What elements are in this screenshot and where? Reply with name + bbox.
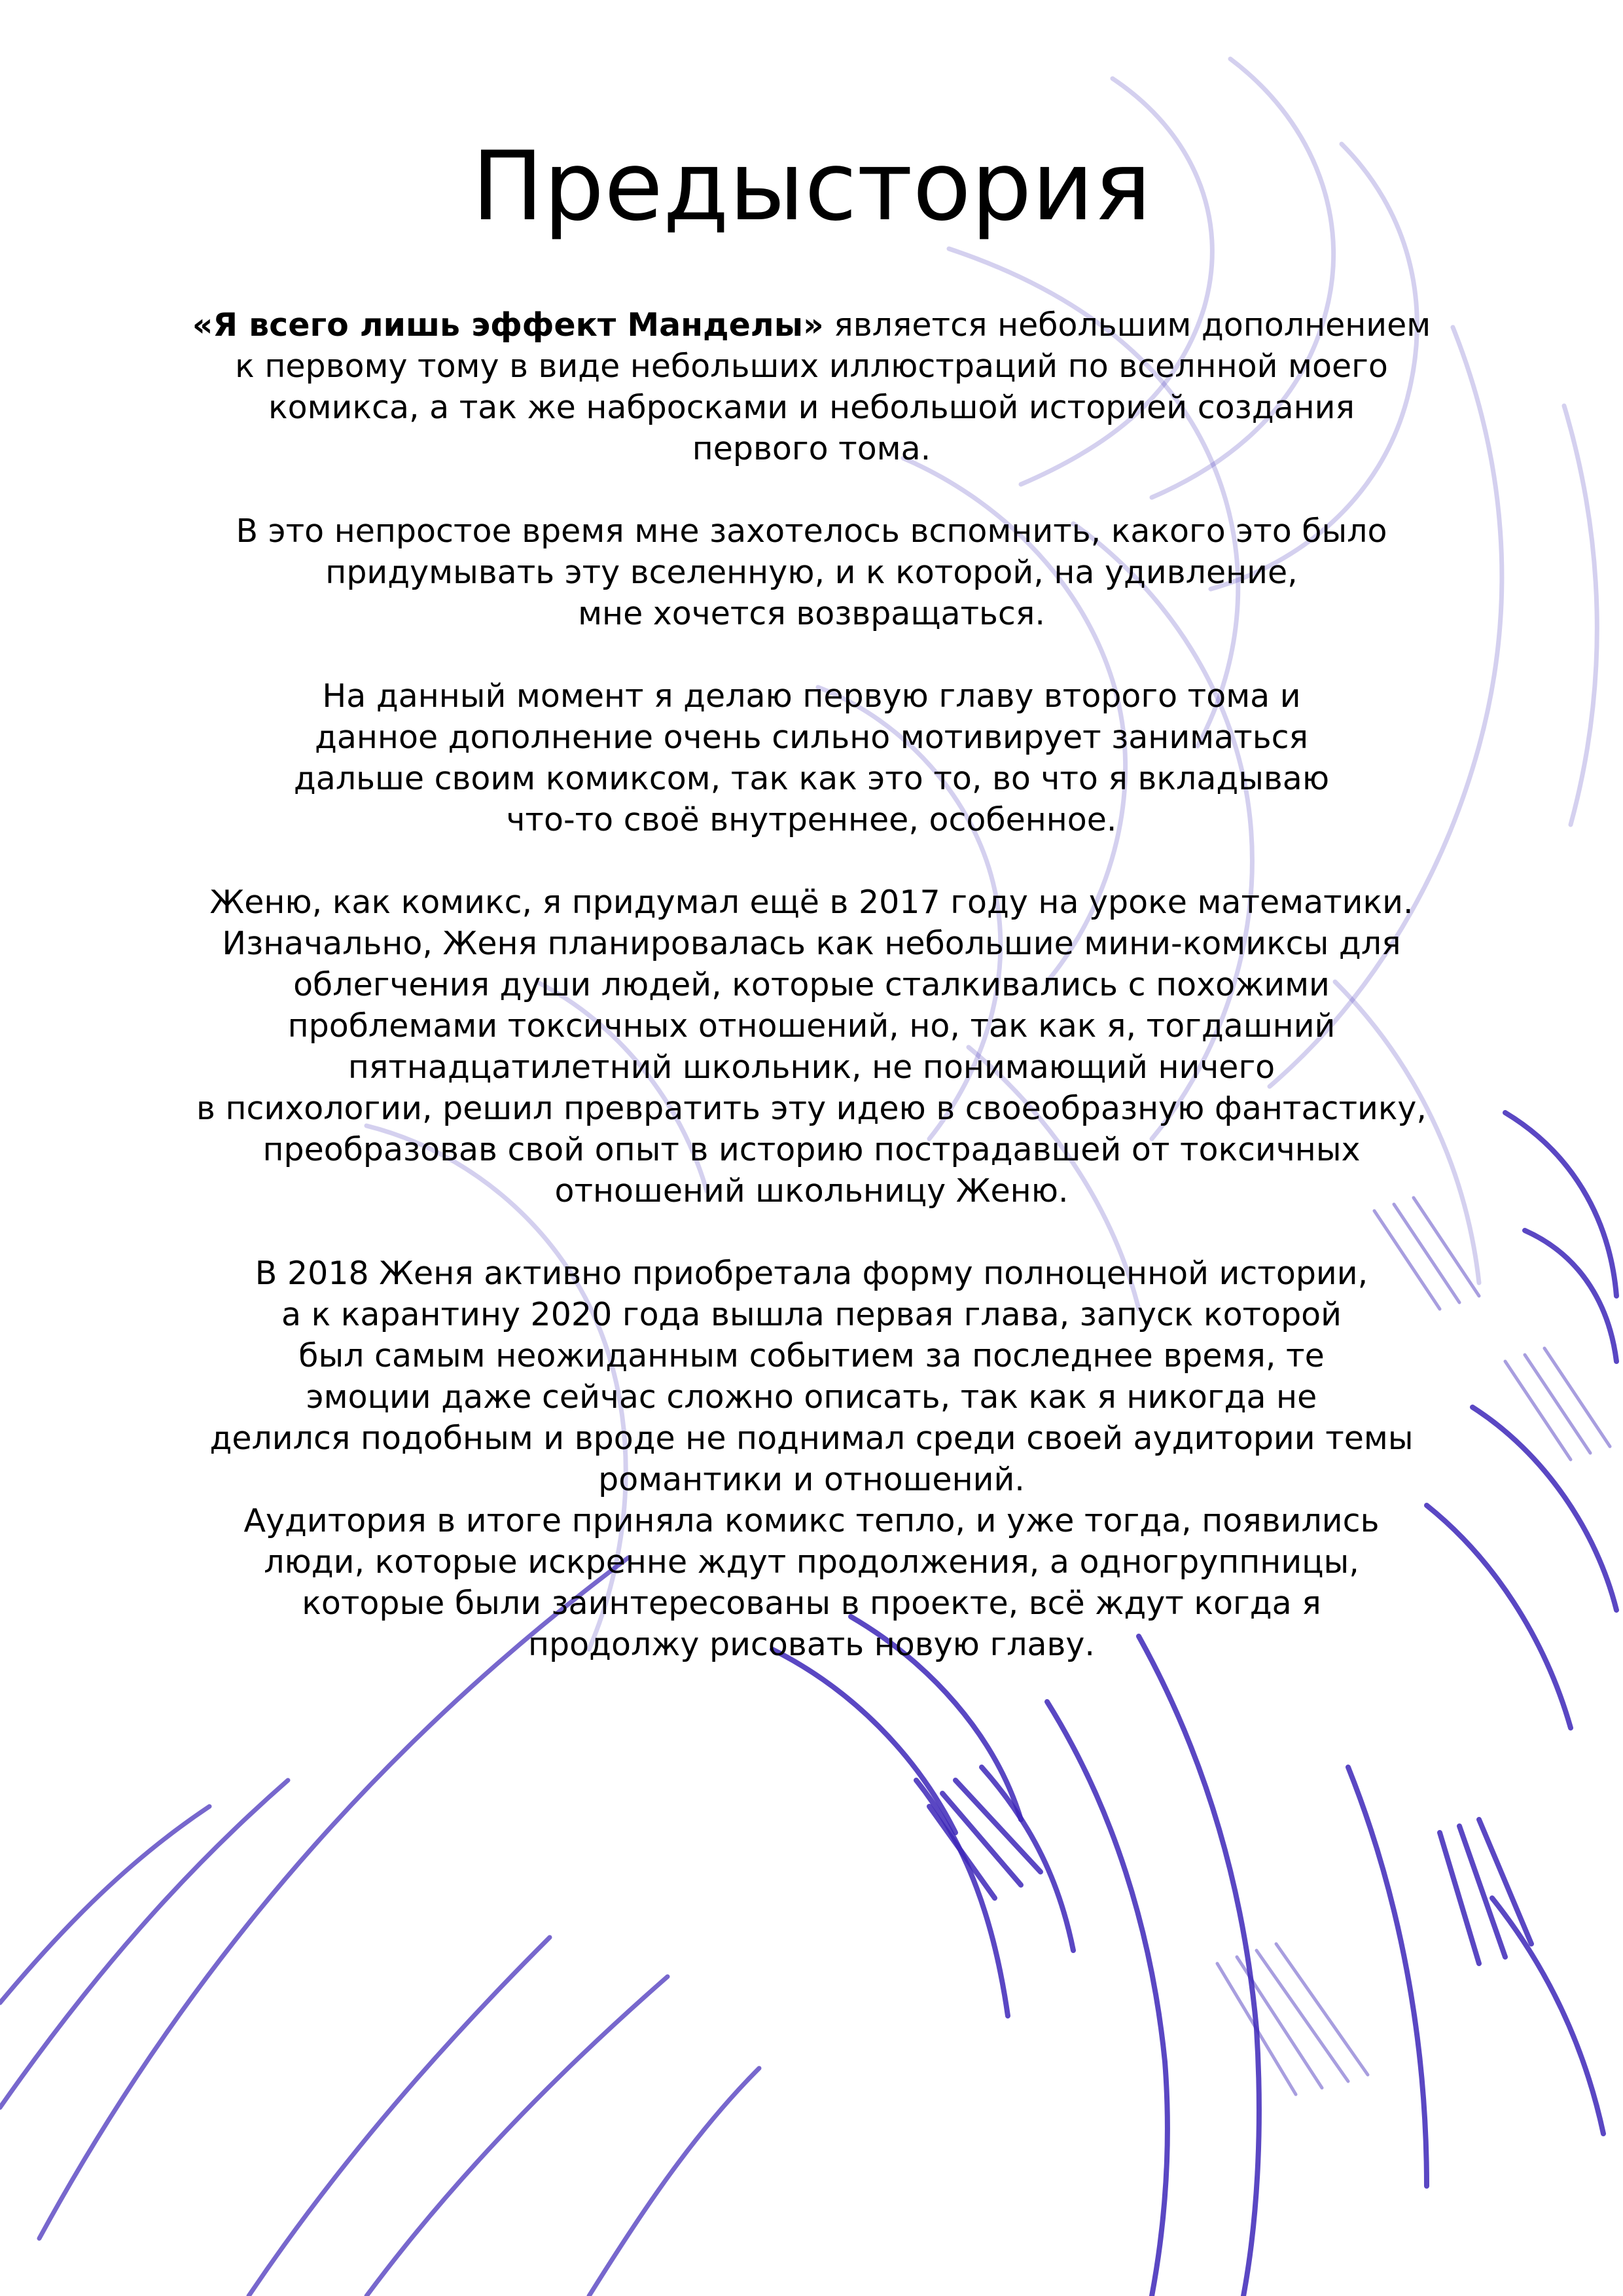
- line-text: В 2018 Женя активно приобретала форму полноценной истории,: [255, 1255, 1368, 1292]
- text-line: [105, 882, 1518, 923]
- line-text: которые были заинтересованы в проекте, всё ждут когда я: [302, 1585, 1321, 1622]
- line-text: отношений школьницу Женю.: [554, 1172, 1069, 1210]
- line-text: данное дополнение очень сильно мотивирует заниматься: [314, 719, 1309, 756]
- text-line: [105, 1253, 1518, 1294]
- text-line: [105, 1624, 1518, 1665]
- text-line: [105, 1376, 1518, 1418]
- text-line: [105, 304, 1518, 346]
- line-text: придумывать эту вселенную, и к которой, на удивление,: [325, 554, 1298, 591]
- text-line: [105, 1047, 1518, 1088]
- body-text: [105, 304, 1518, 1706]
- line-text: продолжу рисовать новую главу.: [527, 1626, 1096, 1663]
- text-line: [105, 758, 1518, 799]
- text-line: [105, 346, 1518, 387]
- text-line: [105, 1294, 1518, 1335]
- text-line: [105, 1418, 1518, 1459]
- line-text: Изначально, Женя планировалась как небольшие мини-комиксы для: [222, 925, 1401, 962]
- line-text: что-то своё внутреннее, особенное.: [506, 801, 1117, 838]
- paragraph: [105, 304, 1518, 469]
- text-line: [105, 1335, 1518, 1376]
- line-text: люди, которые искренне ждут продолжения, а одногруппницы,: [264, 1543, 1359, 1581]
- line-text: а к карантину 2020 года вышла первая глава, запуск которой: [281, 1296, 1342, 1333]
- text-line: [105, 964, 1518, 1005]
- line-text: мне хочется возвращаться.: [578, 595, 1045, 632]
- text-line: [105, 1088, 1518, 1129]
- line-text: делился подобным и вроде не поднимал среди своей аудитории темы: [209, 1420, 1414, 1457]
- line-text: романтики и отношений.: [598, 1461, 1025, 1498]
- line-text: в психологии, решил превратить эту идею в своеобразную фантастику,: [196, 1090, 1427, 1127]
- text-line: [105, 923, 1518, 964]
- text-line: [105, 1583, 1518, 1624]
- line-text: комикса, а так же набросками и небольшой историей создания: [268, 389, 1355, 426]
- text-line: [105, 387, 1518, 428]
- text-line: [105, 1459, 1518, 1500]
- text-line: [105, 1129, 1518, 1170]
- page-title: Предыстория: [471, 131, 1152, 242]
- text-line: [105, 511, 1518, 552]
- line-text: Женю, как комикс, я придумал ещё в 2017 году на уроке математики.: [209, 884, 1414, 921]
- line-text: В это непростое время мне захотелось вспомнить, какого это было: [236, 512, 1387, 550]
- line-text: облегчения души людей, которые сталкивались с похожими: [293, 966, 1330, 1003]
- text-line: [105, 1500, 1518, 1541]
- line-text: является небольшим дополнением: [823, 306, 1431, 344]
- text-line: [105, 1170, 1518, 1211]
- text-line: [105, 552, 1518, 593]
- line-text: первого тома.: [692, 430, 931, 467]
- paragraph: [105, 1253, 1518, 1500]
- paragraph: [105, 511, 1518, 634]
- line-text: преобразовав свой опыт в историю пострадавшей от токсичных: [262, 1131, 1361, 1168]
- line-text: пятнадцатилетний школьник, не понимающий ничего: [348, 1049, 1275, 1086]
- line-text: На данный момент я делаю первую главу второго тома и: [322, 677, 1301, 715]
- book-title-bold: «Я всего лишь эффект Манделы»: [192, 306, 824, 344]
- text-line: [105, 799, 1518, 840]
- line-text: Аудитория в итоге приняла комикс тепло, и уже тогда, появились: [243, 1502, 1380, 1539]
- paragraph: [105, 882, 1518, 1211]
- line-text: к первому тому в виде небольших иллюстраций по вселнной моего: [235, 348, 1388, 385]
- line-text: дальше своим комиксом, так как это то, во что я вкладываю: [293, 760, 1330, 797]
- line-text: был самым неожиданным событием за последнее время, те: [298, 1337, 1325, 1374]
- paragraph: [105, 1500, 1518, 1665]
- text-line: [105, 717, 1518, 758]
- line-text: проблемами токсичных отношений, но, так как я, тогдашний: [287, 1007, 1336, 1045]
- text-line: [105, 1005, 1518, 1047]
- text-line: [105, 675, 1518, 717]
- line-text: эмоции даже сейчас сложно описать, так как я никогда не: [306, 1378, 1317, 1416]
- paragraph: [105, 675, 1518, 840]
- text-line: [105, 1541, 1518, 1583]
- text-line: [105, 428, 1518, 469]
- text-line: [105, 593, 1518, 634]
